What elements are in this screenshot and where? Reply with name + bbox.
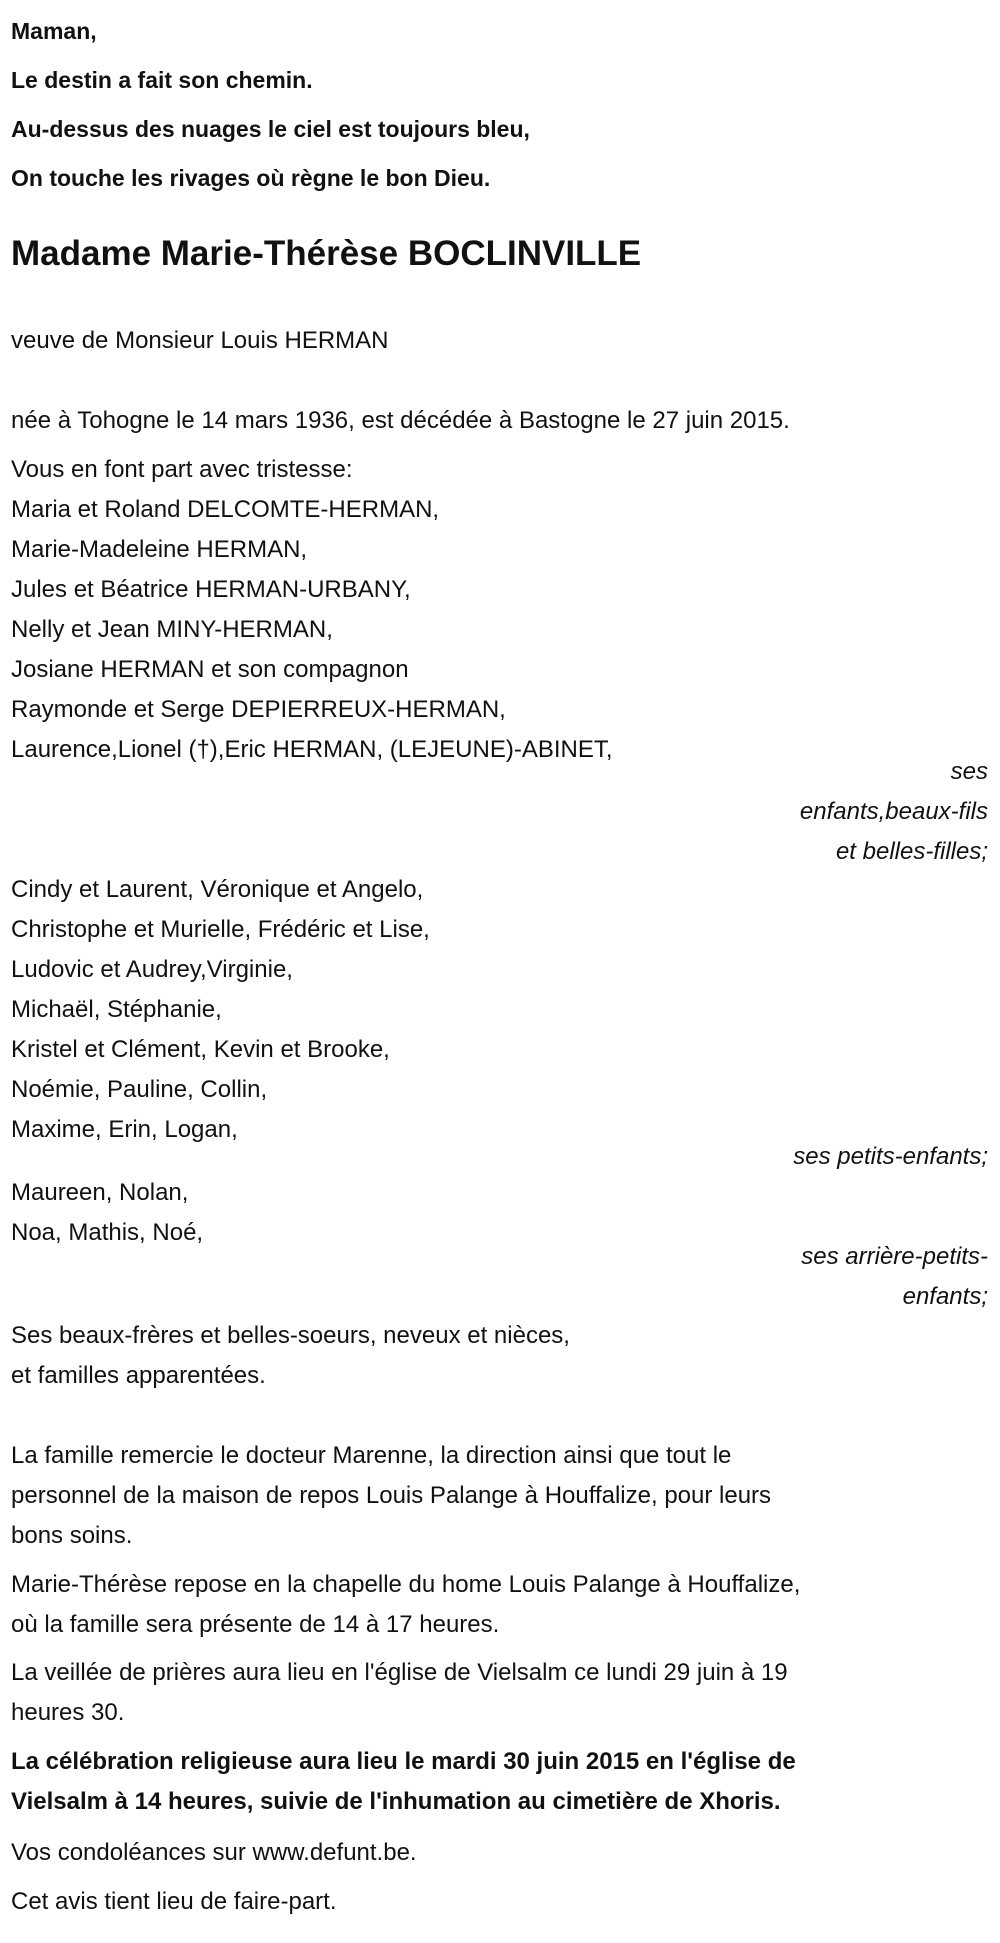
grandchildren-label <box>11 1137 988 1177</box>
rest-paragraph <box>11 1565 988 1645</box>
text-line: ses <box>950 758 988 785</box>
ceremony-paragraph <box>11 1742 988 1822</box>
text-line: enfants; <box>902 1283 988 1310</box>
text-line: personnel de la maison de repos Louis Palange à Houffalize, pour leurs <box>11 1482 772 1509</box>
birth-death: née à Tohogne le 14 mars 1936, est décédée à Bastogne le 27 juin 2015. <box>11 407 790 434</box>
text-line: Vielsalm à 14 heures, suivie de l'inhumation au cimetière de Xhoris. <box>11 1788 781 1815</box>
text-line: Maman, <box>11 18 97 44</box>
text-line: La célébration religieuse aura lieu le mardi 30 juin 2015 en l'église de <box>11 1748 796 1775</box>
great-grandchildren-label <box>11 1237 988 1317</box>
text-line: On touche les rivages où règne le bon Dieu. <box>11 165 491 191</box>
text-line: heures 30. <box>11 1699 125 1726</box>
text-line: Maureen, Nolan, <box>11 1179 189 1206</box>
text-line: Noémie, Pauline, Collin, <box>11 1076 268 1103</box>
deceased-name: Madame Marie-Thérèse BOCLINVILLE <box>11 234 642 273</box>
text-line: Josiane HERMAN et son compagnon <box>11 656 409 683</box>
text-line: La famille remercie le docteur Marenne, la direction ainsi que tout le <box>11 1442 732 1469</box>
text-line: Jules et Béatrice HERMAN-URBANY, <box>11 576 411 603</box>
relatives <box>11 1316 988 1396</box>
text-line: ses petits-enfants; <box>793 1143 988 1170</box>
grandchildren-list <box>11 870 988 1150</box>
text-line: Cindy et Laurent, Véronique et Angelo, <box>11 876 424 903</box>
text-line: ses arrière-petits- <box>801 1243 988 1270</box>
vigil-paragraph <box>11 1653 988 1733</box>
text-line: Michaël, Stéphanie, <box>11 996 222 1023</box>
children-list <box>11 450 988 770</box>
text-line: Kristel et Clément, Kevin et Brooke, <box>11 1036 390 1063</box>
text-line: Marie-Thérèse repose en la chapelle du home Louis Palange à Houffalize, <box>11 1571 801 1598</box>
text-line: enfants,beaux-fils <box>799 798 988 825</box>
thanks-paragraph <box>11 1436 988 1556</box>
text-line: Christophe et Murielle, Frédéric et Lise, <box>11 916 430 943</box>
text-line: Ludovic et Audrey,Virginie, <box>11 956 293 983</box>
text-line: bons soins. <box>11 1522 133 1549</box>
children-label <box>11 752 988 872</box>
text-line: Maxime, Erin, Logan, <box>11 1116 238 1143</box>
text-line: Au-dessus des nuages le ciel est toujours bleu, <box>11 116 530 142</box>
text-line: Nelly et Jean MINY-HERMAN, <box>11 616 333 643</box>
text-line: Vous en font part avec tristesse: <box>11 456 353 483</box>
text-line: Laurence,Lionel (†),Eric HERMAN, (LEJEUNE)-ABINET, <box>11 736 613 763</box>
text-line: La veillée de prières aura lieu en l'église de Vielsalm ce lundi 29 juin à 19 <box>11 1659 788 1686</box>
text-line: Raymonde et Serge DEPIERREUX-HERMAN, <box>11 696 506 723</box>
widow-of: veuve de Monsieur Louis HERMAN <box>11 327 389 354</box>
text-line: Maria et Roland DELCOMTE-HERMAN, <box>11 496 440 523</box>
text-line: où la famille sera présente de 14 à 17 heures. <box>11 1611 500 1638</box>
condolences-text: Vos condoléances sur www.defunt.be. <box>11 1839 417 1866</box>
text-line: Noa, Mathis, Noé, <box>11 1219 204 1246</box>
poem <box>11 7 988 203</box>
text-line: Le destin a fait son chemin. <box>11 67 313 93</box>
text-line: et belles-filles; <box>835 838 988 865</box>
text-line: et familles apparentées. <box>11 1362 266 1389</box>
notice-text: Cet avis tient lieu de faire-part. <box>11 1888 337 1915</box>
text-line: Marie-Madeleine HERMAN, <box>11 536 308 563</box>
text-line: Ses beaux-frères et belles-soeurs, neveux et nièces, <box>11 1322 570 1349</box>
